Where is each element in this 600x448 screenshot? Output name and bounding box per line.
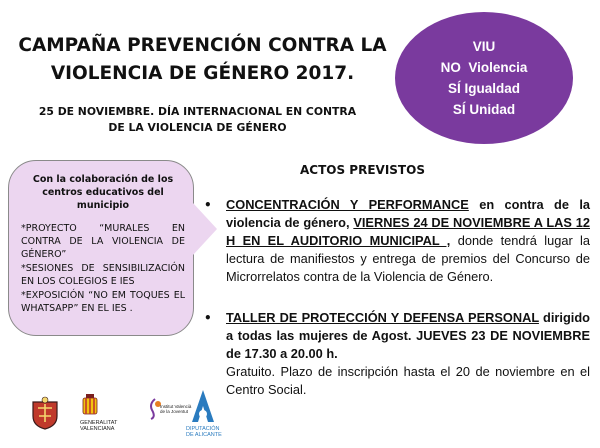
- callout-item-sesiones: *SESIONES DE SENSIBILIZACIÓN EN LOS COLEGIOS E IES: [21, 263, 185, 287]
- concentracion-details: donde tendrá lugar la lectura de manifiestos y entrega de premios del Concurso de Microrrelatos contra de la Violencia de Género.: [226, 233, 590, 284]
- bullet-dot-icon: •: [204, 311, 212, 325]
- slogan-line-unidad: SÍ Unidad: [452, 102, 516, 117]
- generalitat-crest-icon: [80, 394, 100, 418]
- diputacion-label: DIPUTACIÓN DE ALICANTE: [186, 426, 222, 438]
- joventut-label: Institut Valencià de la Joventut: [160, 404, 192, 414]
- title-line-1: CAMPAÑA PREVENCIÓN CONTRA LA: [18, 35, 387, 56]
- concentracion-desc: en contra de la violencia de género,: [226, 197, 590, 230]
- campaign-title: [10, 32, 395, 88]
- schools-callout: [8, 160, 194, 336]
- callout-item-exposicion: *EXPOSICIÓN “NO EM TOQUES EL WHATSAPP” EN EL IES .: [21, 290, 185, 314]
- acto-concentracion: [226, 196, 590, 286]
- slogan-line-igualdad: SÍ Igualdad: [447, 81, 520, 96]
- slogan-line-violencia: NO Violencia: [440, 60, 528, 75]
- event-subtitle: [20, 104, 375, 136]
- taller-desc: dirigido a todas las mujeres de Agost. JUEVES 23 DE NOVIEMBRE de 17.30 a 20.00 h.: [226, 310, 590, 361]
- subtitle-line-1: 25 DE NOVIEMBRE. DÍA INTERNACIONAL EN CONTRA: [38, 105, 357, 118]
- bullet-dot-icon: •: [204, 198, 212, 212]
- title-line-2: VIOLENCIA DE GÉNERO 2017.: [50, 63, 355, 84]
- callout-item-murales: *PROYECTO “MURALES EN CONTRA DE LA VIOLENCIA DE GÉNERO”: [21, 223, 185, 260]
- taller-registration: Gratuito. Plazo de inscripción hasta el 20 de noviembre en el Centro Social.: [226, 364, 590, 397]
- actos-heading: ACTOS PREVISTOS: [300, 163, 425, 177]
- acto-taller: [226, 309, 590, 399]
- concentracion-date: VIERNES 24 DE NOVIEMBRE A LAS 12 H EN EL AUDITORIO MUNICIPAL ,: [226, 215, 590, 248]
- slogan-ellipse: [395, 12, 573, 144]
- subtitle-line-2: DE LA VIOLENCIA DE GÉNERO: [108, 121, 287, 134]
- diputacion-logo-icon: [188, 388, 218, 424]
- sponsor-logos: [30, 388, 230, 436]
- concentracion-title: CONCENTRACIÓN Y PERFORMANCE: [226, 197, 469, 212]
- taller-title: TALLER DE PROTECCIÓN Y DEFENSA PERSONAL: [226, 310, 539, 325]
- slogan-line-viu: VIU: [472, 39, 496, 54]
- generalitat-label: GENERALITAT VALENCIANA: [80, 420, 118, 432]
- callout-heading: Con la colaboración de los centros educativos del municipio: [32, 174, 174, 211]
- town-crest-icon: [30, 396, 60, 430]
